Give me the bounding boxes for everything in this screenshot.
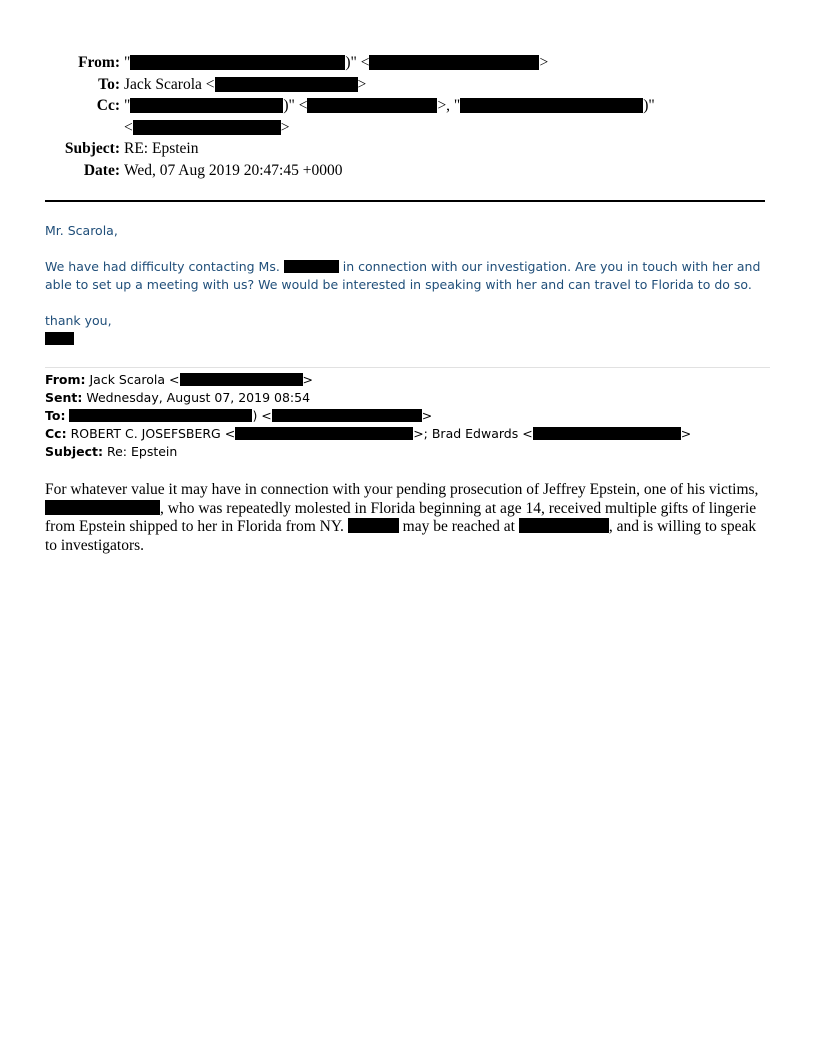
header-subject-label: Subject: <box>64 140 120 157</box>
orig-subject-value: Re: Epstein <box>106 444 178 459</box>
header-date-row <box>40 160 770 182</box>
redaction <box>533 427 681 440</box>
body-p3: may be reached at <box>402 518 515 535</box>
header-to-row <box>40 74 770 96</box>
header-date-value: Wed, 07 Aug 2019 20:47:45 +0000 <box>124 161 343 179</box>
orig-subject-label: Subject: <box>45 444 103 459</box>
redaction <box>69 409 252 422</box>
header-to-name: Jack Scarola < <box>124 75 215 93</box>
header-to-value: Jack Scarola < > <box>124 75 367 93</box>
orig-from-row: From: Jack Scarola < > <box>45 372 313 387</box>
orig-to-row: To: ) < > <box>45 408 433 423</box>
header-subject-row <box>40 138 770 160</box>
header-cc-value: " )" < >, " )" < > <box>124 97 655 136</box>
redaction <box>180 373 303 386</box>
reply-closing: thank you, <box>45 313 112 328</box>
redaction <box>284 260 339 273</box>
header-subject-value: RE: Epstein <box>124 140 199 157</box>
header-to-label: To: <box>98 75 120 93</box>
redaction <box>215 77 358 92</box>
redaction <box>460 98 643 113</box>
reply-paragraph <box>45 258 770 294</box>
body-p2: , who was repeatedly molested in Florida beginning at age 14, received multiple gifts of lingerie from Epstein shipped to her in Florida from NY. <box>45 499 757 535</box>
orig-cc-label: Cc: <box>45 426 67 441</box>
header-cc-row <box>40 95 770 138</box>
redaction <box>45 332 74 345</box>
header-cc-label: Cc: <box>96 97 120 114</box>
header-divider <box>45 200 765 202</box>
body-p4: , and is willing to speak to investigators. <box>45 518 757 554</box>
orig-from-label: From: <box>45 372 86 387</box>
redaction <box>45 500 160 515</box>
redaction <box>369 55 539 70</box>
header-from-row <box>40 52 770 74</box>
orig-sent-label: Sent: <box>45 390 83 405</box>
orig-cc-row: Cc: ROBERT C. JOSEFSBERG < >; Brad Edwards < > <box>45 426 692 441</box>
orig-cc2: >; Brad Edwards < <box>413 426 533 441</box>
quote-divider <box>45 367 770 368</box>
email-header <box>40 52 770 181</box>
redaction <box>272 409 422 422</box>
reply-salutation: Mr. Scarola, <box>45 223 118 238</box>
orig-subject-row <box>45 443 770 461</box>
original-message-body <box>45 481 770 555</box>
orig-to-label: To: <box>45 408 66 423</box>
redaction <box>133 120 281 135</box>
redaction <box>235 427 413 440</box>
orig-from-value: Jack Scarola < <box>89 372 180 387</box>
redaction <box>307 98 437 113</box>
orig-sent-value: Wednesday, August 07, 2019 08:54 <box>86 390 311 405</box>
orig-sent-row <box>45 389 770 407</box>
redaction <box>519 518 609 533</box>
body-p1: For whatever value it may have in connection with your pending prosecution of Jeffrey Epstein, one of his victims, <box>45 481 759 498</box>
header-from-label: From: <box>78 54 120 71</box>
redaction <box>130 98 283 113</box>
redaction <box>348 518 399 533</box>
header-from-value: " )" < > <box>124 54 549 71</box>
reply-message <box>45 222 770 348</box>
orig-cc1: ROBERT C. JOSEFSBERG < <box>70 426 236 441</box>
header-date-label: Date: <box>83 161 120 179</box>
reply-line1a: We have had difficulty contacting Ms. <box>45 259 280 274</box>
redaction <box>130 55 345 70</box>
reply-line1b: in connection with our investigation. Are you in touch with her and able to set up a meeting with us? We would be interested in speaking with her and can travel to Florida to do so. <box>45 259 761 292</box>
original-message-header <box>45 371 770 461</box>
reply-signature <box>45 330 770 348</box>
